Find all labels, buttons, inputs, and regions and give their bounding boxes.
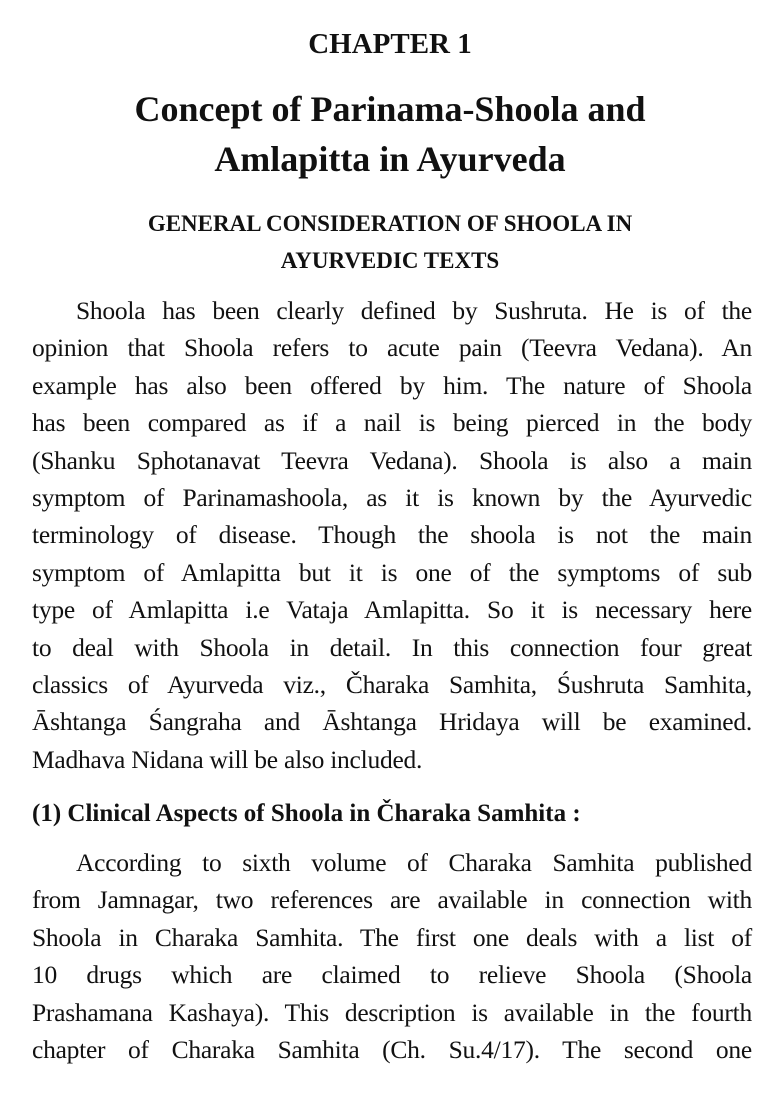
chapter-title-line: Amlapitta in Ayurveda bbox=[214, 139, 566, 179]
text-line: terminology of disease. Though the shoola is not the main bbox=[32, 520, 752, 550]
chapter-title-line: Concept of Parinama-Shoola and bbox=[134, 89, 646, 129]
paragraph-2 bbox=[32, 844, 752, 1068]
text-line: Shoola in Charaka Samhita. The first one deals with a list of bbox=[32, 922, 752, 952]
text-line: symptom of Amlapitta but it is one of the symptoms of sub bbox=[32, 557, 752, 587]
text-line: has been compared as if a nail is being pierced in the body bbox=[32, 408, 752, 438]
text-line: to deal with Shoola in detail. In this connection four great bbox=[32, 632, 752, 662]
text-line: Āshtanga Śangraha and Āshtanga Hridaya will be examined. bbox=[32, 707, 752, 737]
text-line: type of Amlapitta i.e Vataja Amlapitta. So it is necessary here bbox=[32, 595, 752, 625]
text-line: symptom of Parinamashoola, as it is known by the Ayurvedic bbox=[32, 482, 752, 512]
text-line: from Jamnagar, two references are available in connection with bbox=[32, 885, 752, 915]
section-heading: (1) Clinical Aspects of Shoola in Čharaka Samhita : bbox=[32, 800, 581, 827]
text-line: Prashamana Kashaya). This description is available in the fourth bbox=[32, 997, 752, 1027]
text-line: Shoola has been clearly defined by Sushruta. He is of the bbox=[76, 296, 752, 325]
text-line: classics of Ayurveda viz., Čharaka Samhita, Śushruta Samhita, bbox=[32, 669, 752, 699]
text-line: example has also been offered by him. The nature of Shoola bbox=[32, 370, 752, 400]
text-line: 10 drugs which are claimed to relieve Shoola (Shoola bbox=[32, 960, 752, 990]
subheading-line: GENERAL CONSIDERATION OF SHOOLA IN bbox=[147, 211, 633, 236]
subheading-line: AYURVEDIC TEXTS bbox=[280, 248, 500, 273]
text-line: Madhava Nidana will be also included. bbox=[32, 744, 423, 774]
text-line: chapter of Charaka Samhita (Ch. Su.4/17). The second one bbox=[32, 1034, 752, 1064]
text-line: (Shanku Sphotanavat Teevra Vedana). Shoola is also a main bbox=[32, 445, 752, 475]
chapter-label: CHAPTER 1 bbox=[308, 28, 472, 60]
text-line: opinion that Shoola refers to acute pain (Teevra Vedana). An bbox=[32, 333, 752, 363]
text-line: According to sixth volume of Charaka Samhita published bbox=[76, 848, 752, 877]
paragraph-1 bbox=[32, 292, 752, 778]
section-subheading bbox=[60, 205, 720, 279]
chapter-title bbox=[0, 84, 780, 184]
